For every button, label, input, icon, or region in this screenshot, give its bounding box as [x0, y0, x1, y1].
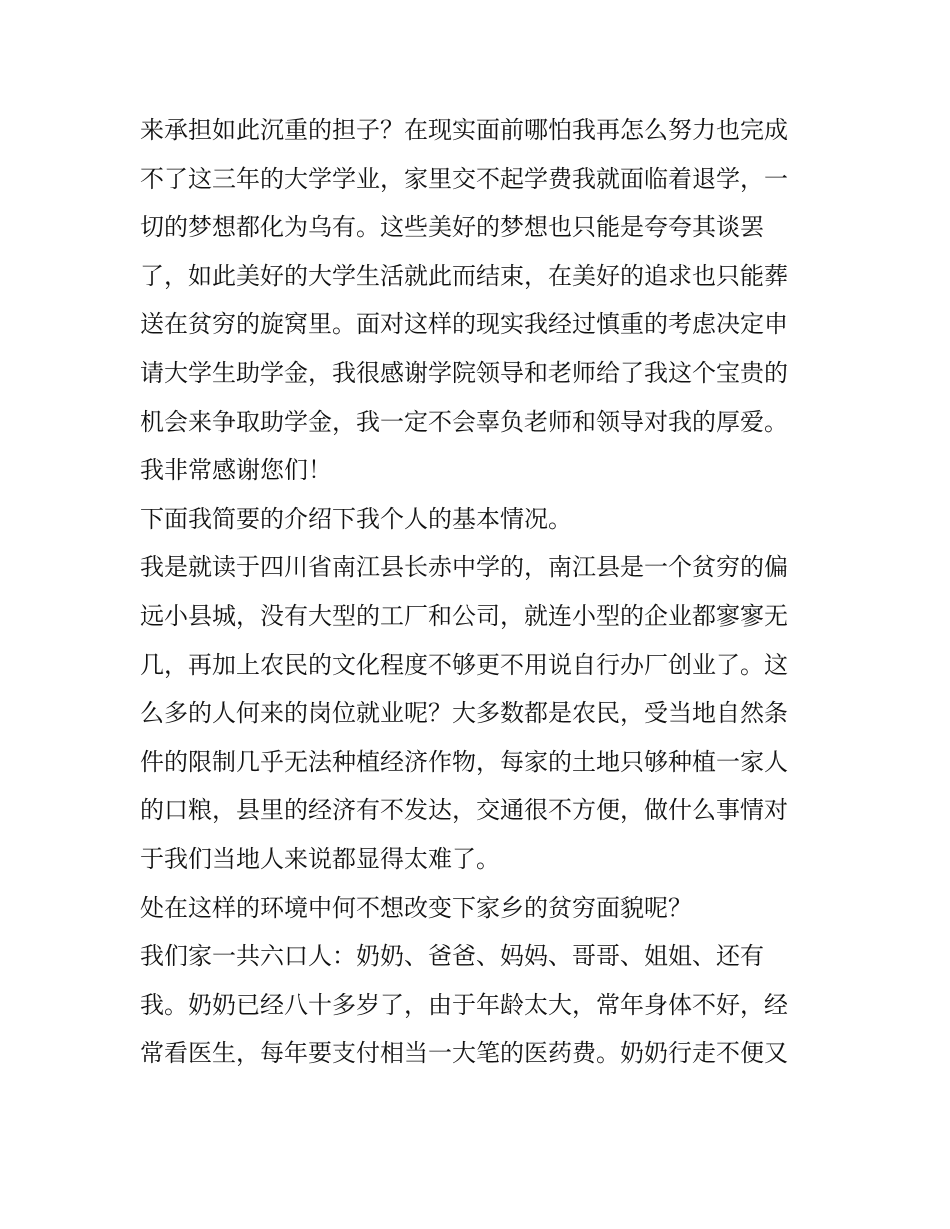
text-line: 来承担如此沉重的担子？在现实面前哪怕我再怎么努力也完成 — [140, 116, 788, 144]
text-line: 我是就读于四川省南江县长赤中学的，南江县是一个贫穷的偏 — [140, 553, 788, 582]
text-line: 不了这三年的大学学业，家里交不起学费我就面临着退学，一 — [140, 164, 788, 193]
text-line: 送在贫穷的旋窝里。面对这样的现实我经过慎重的考虑决定申 — [140, 310, 788, 339]
text-line: 件的限制几乎无法种植经济作物，每家的土地只够种植一家人 — [140, 747, 788, 776]
text-line: 请大学生助学金，我很感谢学院领导和老师给了我这个宝贵的 — [140, 358, 788, 387]
text-line: 处在这样的环境中何不想改变下家乡的贫穷面貌呢？ — [140, 893, 692, 922]
text-line: 于我们当地人来说都显得太难了。 — [140, 844, 500, 873]
text-line: 机会来争取助学金，我一定不会辜负老师和领导对我的厚爱。 — [140, 407, 788, 436]
text-line: 切的梦想都化为乌有。这些美好的梦想也只能是夸夸其谈罢 — [140, 213, 764, 242]
text-line: 了，如此美好的大学生活就此而结束，在美好的追求也只能葬 — [140, 261, 788, 290]
text-line: 我们家一共六口人：奶奶、爸爸、妈妈、哥哥、姐姐、还有 — [140, 942, 764, 971]
text-line: 么多的人何来的岗位就业呢？大多数都是农民，受当地自然条 — [140, 699, 788, 728]
text-line: 几，再加上农民的文化程度不够更不用说自行办厂创业了。这 — [140, 650, 788, 679]
text-line: 的口粮，县里的经济有不发达，交通很不方便，做什么事情对 — [140, 796, 788, 825]
document-body — [140, 106, 820, 1078]
text-line: 我非常感谢您们！ — [140, 456, 332, 485]
text-line: 下面我简要的介绍下我个人的基本情况。 — [140, 504, 572, 533]
text-line: 常看医生，每年要支付相当一大笔的医药费。奶奶行走不便又 — [140, 1039, 788, 1068]
text-line: 我。奶奶已经八十多岁了，由于年龄太大，常年身体不好，经 — [140, 990, 788, 1019]
text-line: 远小县城，没有大型的工厂和公司，就连小型的企业都寥寥无 — [140, 601, 788, 630]
